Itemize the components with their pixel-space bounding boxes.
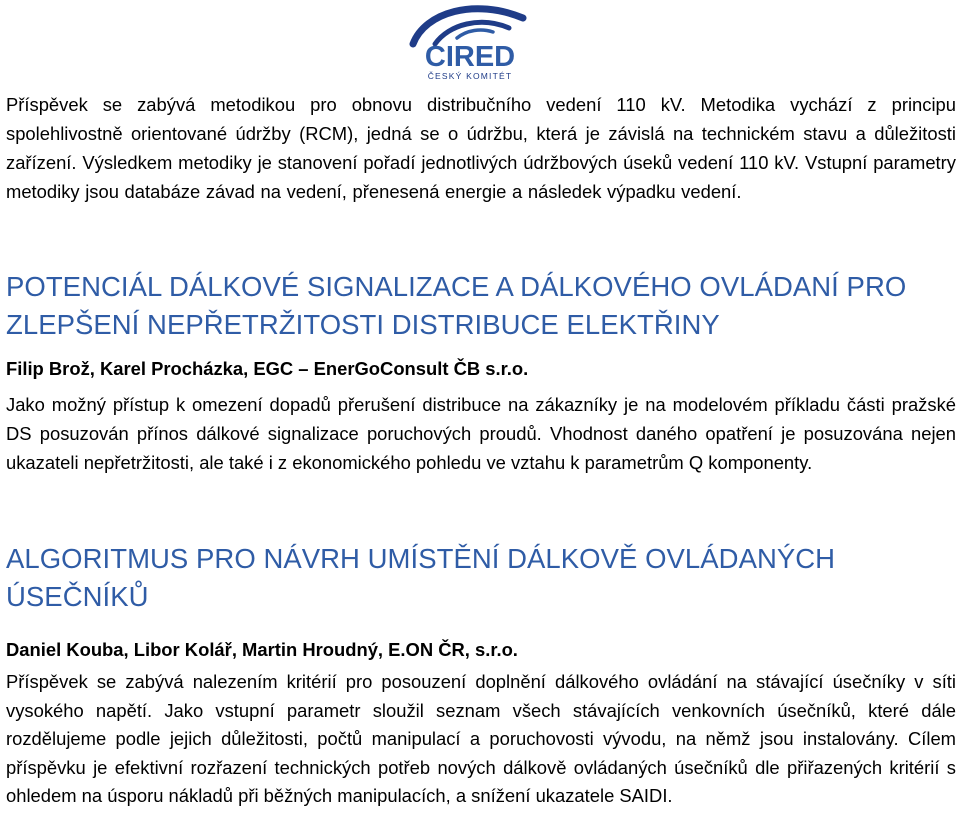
section-body-algorithm: Příspěvek se zabývá nalezením kritérií pro posouzení doplnění dálkového ovládání na stávající úsečníky v síti vysokého napětí. Jako vstupní parametr sloužil seznam všech stávajících venkovních úsečníků, které dále rozdělujeme podle jejich důležitosti, počtů manipulací a poruchovosti vývodu, na němž jsou instalovány. Cílem příspěvku je efektivní rozřazení technických potřeb nových dálkově ovládaných úsečníků dle přiřazených kritérií s ohledem na úsporu nákladů při běžných manipulacích, a snížení ukazatele SAIDI. xyxy=(6,671,956,807)
intro-paragraph: Příspěvek se zabývá metodikou pro obnovu distribučního vedení 110 kV. Metodika vychází z principu spolehlivostně orientované údržby (RCM), jedná se o údržbu, která je závislá na technickém stavu a důležitosti zařízení. Výsledkem metodiky je stanovení pořadí jednotlivých údržbových úseků vedení 110 kV. Vstupní parametry metodiky jsou databáze závad na vedení, přenesená energie a následek výpadku vedení. xyxy=(6,94,956,202)
section-title-remote-signalling: POTENCIÁL DÁLKOVÉ SIGNALIZACE A DÁLKOVÉHO OVLÁDANÍ PRO ZLEPŠENÍ NEPŘETRŽITOSTI DISTRIBUCE ELEKTŘINY xyxy=(6,271,907,340)
section-authors-algorithm: Daniel Kouba, Libor Kolář, Martin Hroudný, E.ON ČR, s.r.o. xyxy=(6,639,518,660)
cired-logo-graphic xyxy=(405,0,535,84)
logo-subtitle-text: ČESKÝ KOMITÉT xyxy=(427,71,513,81)
cired-logo xyxy=(405,0,535,84)
logo-brand-text: CIRED xyxy=(424,41,516,73)
section-authors-remote-signalling: Filip Brož, Karel Procházka, EGC – EnerGoConsult ČB s.r.o. xyxy=(6,358,529,379)
section-title-algorithm: ALGORITMUS PRO NÁVRH UMÍSTĚNÍ DÁLKOVĚ OVLÁDANÝCH ÚSEČNÍKŮ xyxy=(6,543,836,612)
section-body-remote-signalling: Jako možný přístup k omezení dopadů přerušení distribuce na zákazníky je na modelovém příkladu části pražské DS posuzován přínos dálkové signalizace poruchových proudů. Vhodnost daného opatření je posuzována nejen ukazateli nepřetržitosti, ale také i z ekonomického pohledu ve vztahu k parametrům Q komponenty. xyxy=(6,394,956,473)
